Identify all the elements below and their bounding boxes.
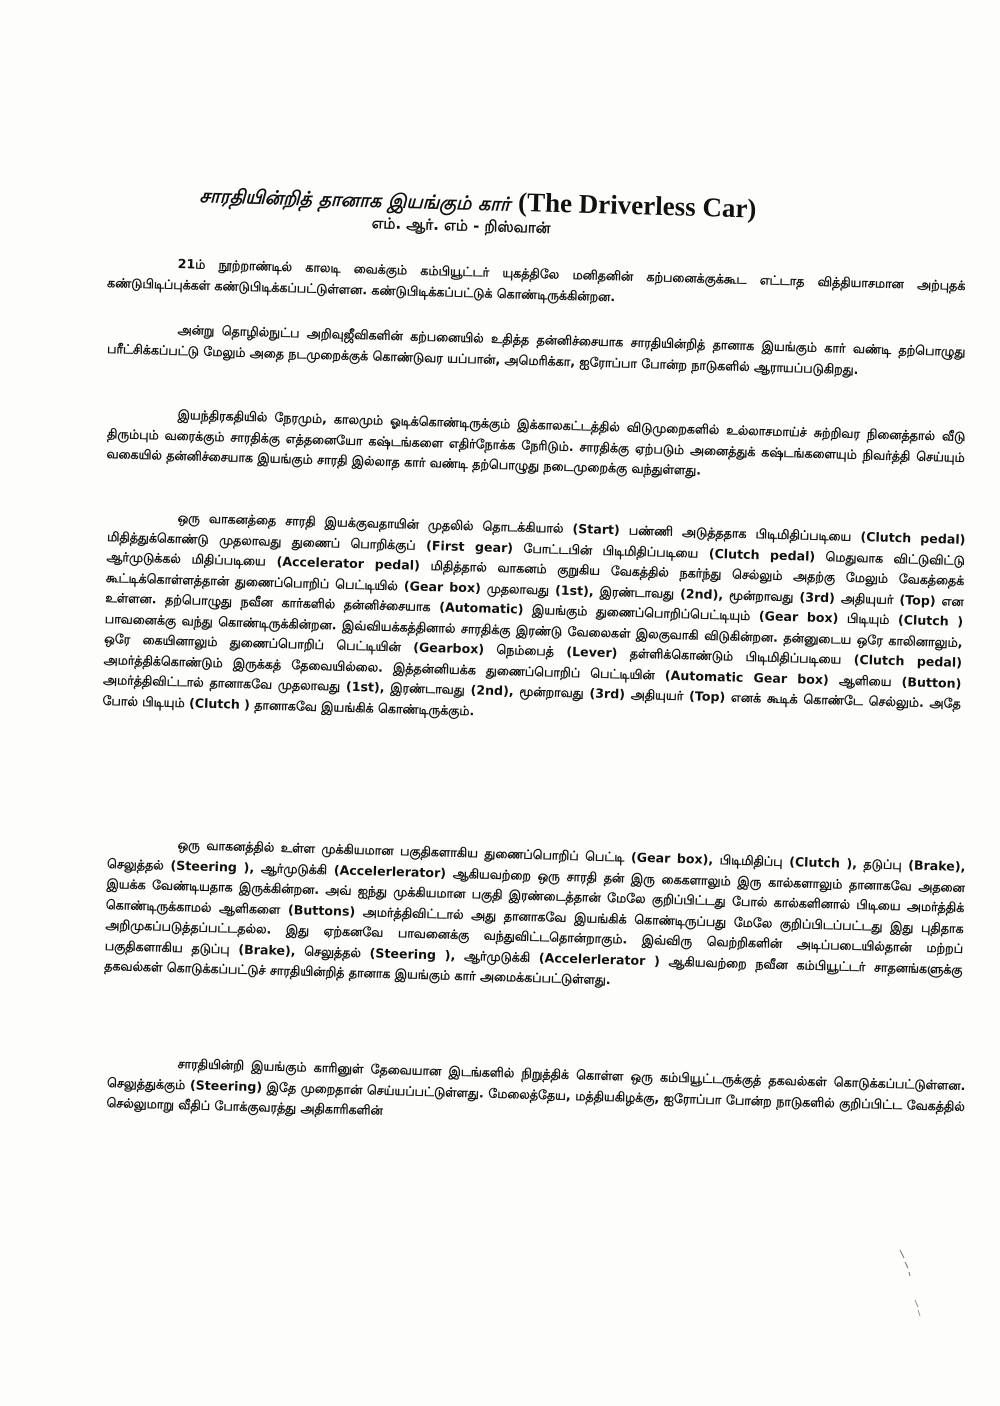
paragraph-4: ஒரு வாகனத்தை சாரதி இயக்குவதாயின் முதலில் தொடக்கியால் (Start) பண்ணி அடுத்ததாக பிடிமிதிப்படியை (Clutch pedal) மிதித்துக்கொண்டு முதலாவது துணைப் பொறிக்குப் (First gear) போட்டபின் பிடிமிதிப்படியை (Clutch pedal) மெதுவாக விட்டுவிட்டு ஆர்முடுக்கல் மிதிப்படியை (Accelerator pedal) மிதித்தால் வாகனம் குறுகிய வேகத்தில் நகர்ந்து செல்லும் அதற்கு மேலும் வேகத்தைக் கூட்டிக்கொள்ளத்தான் துணைப்பொறிப் பெட்டியில் (Gear box) முதலாவது (1st), இரண்டாவது (2nd), மூன்றாவது (3rd) அதியுயர் (Top) என உள்ளன. தற்பொழுது நவீன கார்களில் தன்னிச்சையாக (Automatic) இயங்கும் துணைப்பொறிப்பெட்டியும் (Gear box) பிடியும் (Clutch ) பாவனைக்கு வந்து கொண்டிருக்கின்றன. இவ்வியக்கத்தினால் சாரதிக்கு இரண்டு வேலைகள் இலகுவாகி விடுகின்றன. தன்னுடைய ஒரே காலினாலும், ஒரே கையினாலும் துணைப்பொறிப் பெட்டியின் (Gearbox) நெம்பைத் (Lever) தள்ளிக்கொண்டும் பிடிமிதிப்படியை (Clutch pedal) அமர்த்திக்கொண்டும் இருக்கத் தேவையில்லை. இத்தன்னியக்க துணைப்பொறிப் பெட்டியின் (Automatic Gear box) ஆளியை (Button) அமர்த்திவிட்டால் தானாகவே முதலாவது (1st), இரண்டாவது (2nd), மூன்றாவது (3rd) அதியுயர் (Top) எனக் கூடிக் கொண்டே செல்லும். அதே போல் பிடியும் (Clutch ) தானாகவே இயங்கிக் கொண்டிருக்கும். [102,509,966,718]
author-line: எம். ஆர். எம் - றிஸ்வான் [371,214,551,237]
paragraph-3: இயந்திரகதியில் நேரமும், காலமும் ஓடிக்கொண்டிருக்கும் இக்காலகட்டத்தில் விடுமுறைகளில் உல்லாசமாய்ச் சுற்றிவர நினைத்தால் வீடு திரும்பும் வரைக்கும் சாரதிக்கு எத்தனையோ கஷ்டங்களை எதிர்நோக்க நேரிடும். சாரதிக்கு ஏற்படும் அனைத்துக் கஷ்டங்களையும் நிவர்த்தி செய்யும் வகையில் தன்னிச்சையாக இயங்கும் சாரதி இல்லாத கார் வண்டி தற்பொழுது நடைமுறைக்கு வந்துள்ளது. [106,406,966,478]
paragraph-2: அன்று தொழில்நுட்ப அறிவுஜீவிகளின் கற்பனையில் உதித்த தன்னிச்சையாக சாரதியின்றித் தானாக இயங்கும் கார் வண்டி தற்பொழுது பரீட்சிக்கப்பட்டு மேலும் அதை நடமுறைக்குக் கொண்டுவர யப்பான், அமெரிக்கா, ஐரோப்பா போன்ற நாடுகளில் ஆராயப்படுகிறது. [106,321,966,377]
scan-speck [912,1298,922,1318]
scan-speck [898,1248,912,1278]
paragraph-5: ஒரு வாகனத்தில் உள்ள முக்கியமான பகுதிகளாகிய துணைப்பொறிப் பெட்டி (Gear box), பிடிமிதிப்பு (Clutch ), தடுப்பு (Brake), செலுத்தல் (Steering ), ஆர்முடுக்கி (Accelerlerator) ஆகியவற்றை ஒரு சாரதி தன் இரு கைகளாலும் இரு கால்களாலும் தானாகவே அதனை இயக்க வேண்டியதாக இருக்கின்றன. அவ் ஐந்து முக்கியமான பகுதி இரண்டைத்தான் மேலே குறிப்பிட்டது போல் கால்களினால் பிடியை அமர்த்திக் கொண்டிருக்காமல் ஆளிகளை (Buttons) அமர்த்திவிட்டால் அது தானாகவே இயங்கிக் கொண்டிருப்பது மேலே குறிப்பிடப்பட்டது இது புதிதாக அறிமுகப்படுத்தப்பட்டதல்ல. இது ஏற்கனவே பாவனைக்கு வந்துவிட்டதொன்றாகும். இவ்விரு வெற்றிகளின் அடிப்படையில்தான் மற்றப் பகுதிகளாகிய தடுப்பு (Brake), செலுத்தல் (Steering ), ஆர்முடுக்கி (Accelerlerator ) ஆகியவற்றை நவீன கம்பியூட்டர் சாதனங்களுக்கு தகவல்கள் கொடுக்கப்பட்டுச் சாரதியின்றித் தானாக இயங்கும் கார் அமைக்கப்பட்டுள்ளது. [104,836,966,988]
title-english: (The Driverless Car) [517,186,757,224]
title-tamil: சாரதியின்றித் தானாக இயங்கும் கார் [199,184,511,216]
paragraph-1: 21ம் நூற்றாண்டில் காலடி வைக்கும் கம்பியூட்டர் யுகத்திலே மனிதனின் கற்பனைக்குக்கூட எட்டாத வித்தியாசமான அற்புதக் கண்டுபிடிப்புக்கள் கண்டுபிடிக்கப்பட்டுள்ளன. கண்டுபிடிக்கப்பட்டுக் கொண்டிருக்கின்றன. [106,255,966,304]
paragraph-6: சாரதியின்றி இயங்கும் காரினுள் தேவையான இடங்களில் நிறுத்திக் கொள்ள ஒரு கம்பியூட்டருக்குத் தகவல்கள் கொடுக்கப்பட்டுள்ளன. செலுத்துக்கும் (Steering) இதே முறைதான் செய்யப்பட்டுள்ளது. மேலைத்தேய, மத்தியகிழக்கு, ஐரோப்பா போன்ற நாடுகளில் குறிப்பிட்ட வேகத்தில் செல்லுமாறு வீதிப் போக்குவரத்து அதிகாரிகளின் [106,1055,966,1118]
